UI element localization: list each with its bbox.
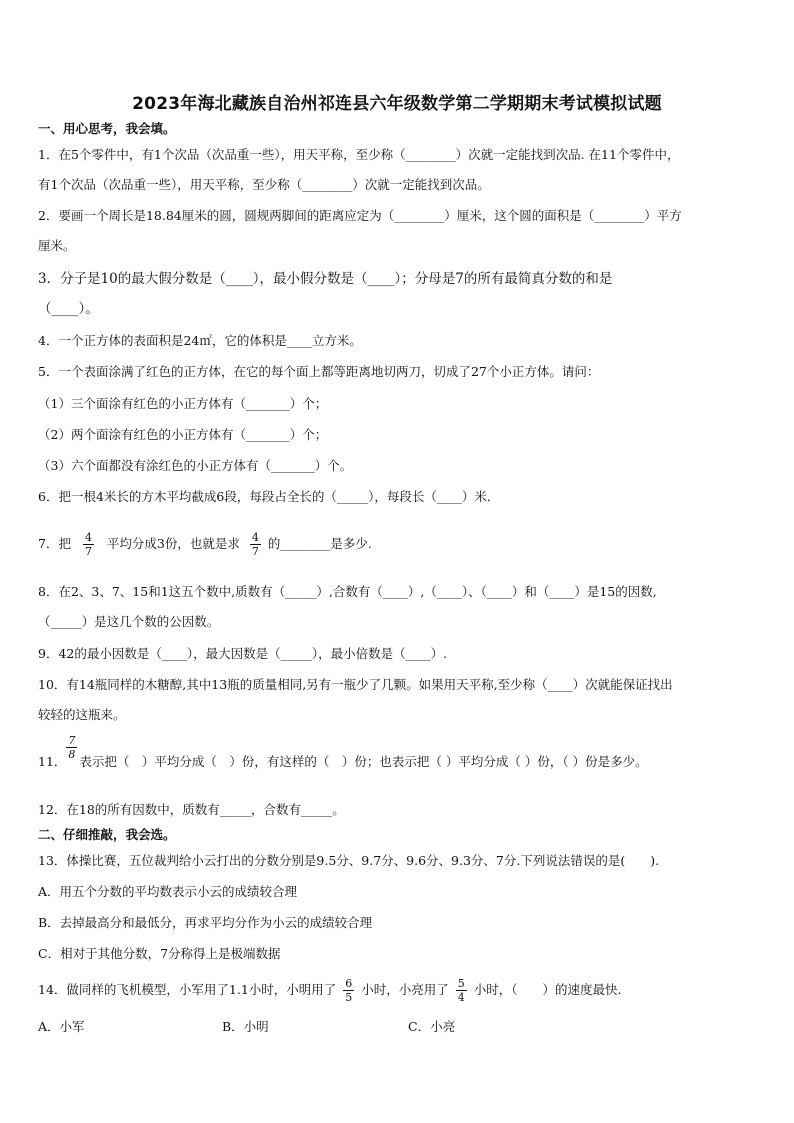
question-8-line-1: 8．在2、3、7、15和1这五个数中,质数有（_____）,合数有（____）,（____）、（____）和（____）是15的因数, (38, 584, 657, 599)
question-7-text-1: 7．把 (38, 536, 71, 551)
fraction-numerator: 5 (457, 977, 465, 990)
question-14 (38, 970, 621, 1010)
question-11 (38, 734, 648, 782)
fraction-denominator: 7 (251, 545, 259, 558)
question-7 (38, 524, 372, 564)
question-7-text-2: 平均分成3份，也就是求 (106, 536, 240, 551)
fraction-numerator: 7 (68, 734, 76, 747)
question-14-option-c: C．小亮 (408, 1019, 456, 1034)
question-13-option-c: C．相对于其他分数，7分称得上是极端数据 (38, 946, 281, 961)
question-2-line-2: 厘米。 (38, 238, 76, 253)
fraction-denominator: 4 (457, 991, 465, 1004)
question-7-text-3: 的________是多少. (267, 536, 372, 551)
page-title: 2023年海北藏族自治州祁连县六年级数学第二学期期末考试模拟试题 (132, 94, 662, 114)
question-10-line-1: 10．有14瓶同样的木糖醇,其中13瓶的质量相同,另有一瓶少了几颗。如果用天平称,至少称（____）次就能保证找出 (38, 677, 673, 692)
fraction-denominator: 7 (84, 545, 92, 558)
question-5-line-1: 5．一个表面涂满了红色的正方体，在它的每个面上都等距离地切两刀，切成了27个小正方体。请问： (38, 364, 600, 379)
question-1-line-1: 1．在5个零件中，有1个次品（次品重一些），用天平称，至少称（________）次就一定能找到次品. 在11个零件中， (38, 147, 680, 162)
question-11-text: 表示把（ ）平均分成（ ）份，有这样的（ ）份；也表示把（ ）平均分成（ ）份，（ ）份是多少。 (79, 754, 648, 769)
fraction-numerator: 4 (251, 531, 259, 544)
question-13-option-b: B．去掉最高分和最低分，再求平均分作为小云的成绩较合理 (38, 915, 373, 930)
question-12: 12．在18的所有因数中，质数有_____，合数有_____。 (38, 802, 345, 817)
question-14-option-a: A．小军 (38, 1019, 85, 1034)
question-14-text-2: 小时，小亮用了 (361, 982, 449, 997)
section-heading-fill: 一、用心思考，我会填。 (38, 121, 176, 136)
fraction-four-sevenths (83, 531, 94, 558)
fraction-denominator: 5 (345, 991, 353, 1004)
fraction-six-fifths (343, 977, 354, 1004)
question-3-line-1: 3．分子是10的最大假分数是（____），最小假分数是（____）；分母是7的所有最简真分数的和是 (38, 271, 613, 287)
fraction-four-sevenths-2 (250, 531, 261, 558)
question-5-sub-2: （2）两个面涂有红色的小正方体有（_______）个； (38, 427, 328, 442)
question-13: 13．体操比赛，五位裁判给小云打出的分数分别是9.5分、9.7分、9.6分、9.3分、7分.下列说法错误的是( ). (38, 853, 660, 868)
question-5-sub-1: （1）三个面涂有红色的小正方体有（_______）个； (38, 396, 328, 411)
section-heading-choice: 二、仔细推敲，我会选。 (38, 827, 176, 842)
question-6: 6．把一根4米长的方木平均截成6段，每段占全长的（_____），每段长（____）米． (38, 489, 500, 504)
question-14-text-3: 小时，（ ）的速度最快. (473, 982, 622, 997)
question-10-line-2: 较轻的这瓶来。 (38, 707, 126, 722)
question-8-line-2: （_____）是这几个数的公因数。 (38, 614, 220, 629)
fraction-seven-eighths (66, 734, 77, 761)
question-1-line-2: 有1个次品（次品重一些），用天平称，至少称（________）次就一定能找到次品。 (38, 177, 490, 192)
fraction-numerator: 6 (345, 977, 353, 990)
question-11-label: 11． (38, 754, 67, 769)
question-13-option-a: A．用五个分数的平均数表示小云的成绩较合理 (38, 884, 298, 899)
question-9: 9．42的最小因数是（____），最大因数是（_____），最小倍数是（____）. (38, 646, 448, 661)
fraction-numerator: 4 (84, 531, 92, 544)
question-5-sub-3: （3）六个面都没有涂红色的小正方体有（_______）个。 (38, 458, 353, 473)
question-14-options (38, 1019, 455, 1035)
question-3-line-2: （____）。 (38, 301, 99, 317)
question-2-line-1: 2．要画一个周长是18.84厘米的圆，圆规两脚间的距离应定为（________）厘米，这个圆的面积是（________）平方 (38, 208, 682, 223)
fraction-denominator: 8 (68, 748, 76, 761)
fraction-five-fourths (456, 977, 467, 1004)
question-14-option-b: B．小明 (222, 1019, 269, 1034)
question-14-text-1: 14．做同样的飞机模型，小军用了1.1小时，小明用了 (38, 982, 337, 997)
question-4: 4．一个正方体的表面积是24㎡，它的体积是____立方米。 (38, 333, 362, 348)
